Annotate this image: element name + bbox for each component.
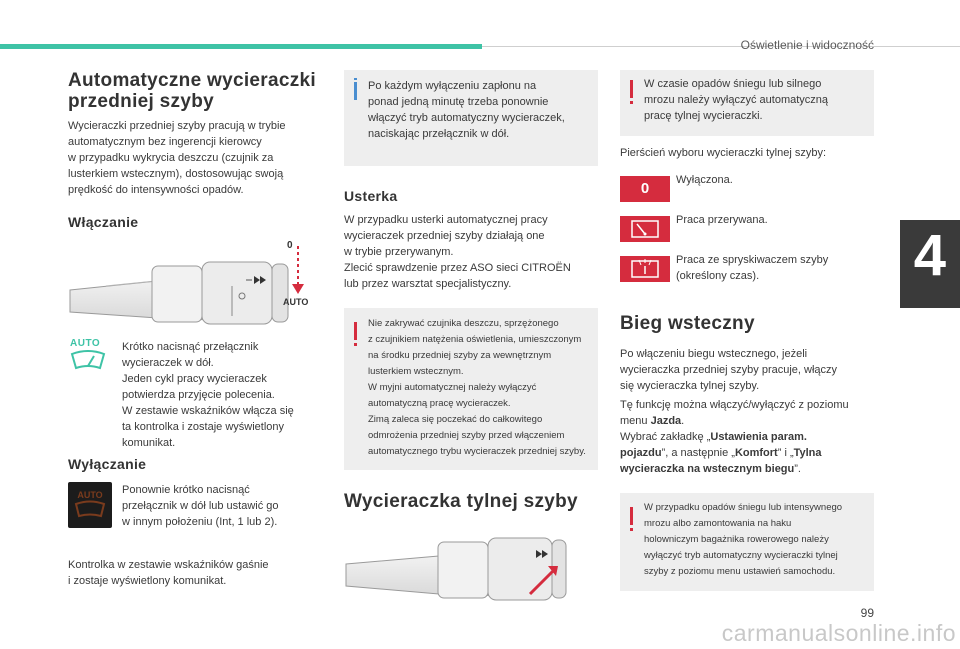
reverse-gear-text: Po włączeniu biegu wstecznego, jeżeli wycieraczka przedniej szyby pracuje, włączy się wycieraczka tylnej szyby. <box>620 348 838 392</box>
header-rule <box>482 46 960 47</box>
rear-wiper-heading: Wycieraczka tylnej szyby <box>344 491 578 512</box>
off-instructions: Ponownie krótko nacisnąć przełącznik w dół lub ustawić go w innym położeniu (Int, 1 lub 2). <box>122 484 279 528</box>
watermark-text: carmanualsonline.info <box>721 620 956 646</box>
rear-wiper-washer-icon <box>620 256 670 282</box>
off-footer-text: Kontrolka w zestawie wskaźników gaśnie i zostaje wyświetlony komunikat. <box>68 559 269 587</box>
svg-text:AUTO: AUTO <box>77 490 103 500</box>
chapter-number: 4 <box>913 223 946 288</box>
reverse-gear-settings-text: Tę funkcję można włączyć/wyłączyć z poziomu menu Jazda. Wybrać zakładkę „Ustawienia param. pojazdu”, a następnie „Komfort” i „Tylna wycieraczka na wstecznym biegu”. <box>620 399 849 475</box>
snow-warning-note-2: W przypadku opadów śniegu lub intensywnego mrozu albo zamontowania na haku holowniczym bagażnika rowerowego należy wyłączyć tryb automatyczny wycieraczki tylnej szyby z poziomu menu ustawień samochodu. <box>620 493 874 591</box>
page-number: 99 <box>860 606 874 620</box>
rear-wiper-intermittent-icon <box>620 216 670 242</box>
snow-warning-note: W czasie opadów śniegu lub silnego mrozu należy wyłączyć automatyczną pracę tylnej wycieraczki. <box>620 70 874 136</box>
mode-off-tile <box>620 176 670 202</box>
on-heading: Włączanie <box>68 214 139 230</box>
auto-wiper-indicator-icon <box>70 350 106 372</box>
section-title: Oświetlenie i widoczność <box>740 38 874 52</box>
on-instructions: Krótko nacisnąć przełącznik wycieraczek w dół. Jeden cykl pracy wycieraczek potwierdza przyjęcie polecenia. W zestawie wskaźników włącza się ta kontrolka i zostaje wyświetlony komunikat. <box>122 341 294 449</box>
mode-intermittent-label: Praca przerywana. <box>676 214 768 226</box>
auto-off-icon <box>68 482 112 528</box>
rear-wiper-stalk-illustration <box>342 524 602 604</box>
page-title: Automatyczne wycieraczki przedniej szyby <box>68 70 316 112</box>
intro-paragraph: Wycieraczki przedniej szyby pracują w trybie automatycznym bez ingerencji kierowcy w przypadku wykrycia deszczu (czujnik za lusterkiem wstecznym), dostosowując swoją prędkość do intensywności opadów. <box>68 120 286 196</box>
mode-off-icon: 0 <box>640 180 650 197</box>
warning-icon <box>630 80 633 98</box>
mode-intermittent-tile <box>620 216 670 242</box>
info-note: Po każdym wyłączeniu zapłonu na ponad jedną minutę trzeba ponownie włączyć tryb automatyczny wycieraczek, naciskając przełącznik w dół. <box>344 70 598 166</box>
mode-off-label: Wyłączona. <box>676 174 733 186</box>
auto-indicator-off-tile <box>68 482 112 528</box>
fault-heading: Usterka <box>344 188 398 204</box>
wiper-stalk-illustration <box>66 236 318 334</box>
ring-selector-label: Pierścień wyboru wycieraczki tylnej szyby: <box>620 147 827 159</box>
fault-text: W przypadku usterki automatycznej pracy wycieraczek przedniej szyby działają one w trybie przerywanym. Zlecić sprawdzenie przez ASO sieci CITROËN lub przez warsztat specjalistyczny. <box>344 214 571 290</box>
stalk-zero-mark: 0 <box>287 240 293 251</box>
warning-icon <box>354 322 357 340</box>
mode-washer-tile <box>620 256 670 282</box>
warning-icon <box>630 507 633 525</box>
auto-indicator-label: AUTO <box>70 338 101 349</box>
off-heading: Wyłączanie <box>68 456 147 472</box>
reverse-gear-heading: Bieg wsteczny <box>620 313 755 334</box>
header-accent-bar <box>0 44 482 49</box>
stalk-auto-mark: AUTO <box>283 297 309 307</box>
warning-note-sensor: Nie zakrywać czujnika deszczu, sprzężonego z czujnikiem natężenia oświetlenia, umieszczonym na środku przedniej szyby za wewnętrznym lusterkiem wstecznym. W myjni automatycznej należy wyłączyć automatyczną pracę wycieraczek. Zimą zaleca się poczekać do całkowitego odmrożenia przedniej szyby przed włączeniem automatycznego trybu wycieraczek przedniej szyby. <box>344 308 598 470</box>
mode-washer-label: Praca ze spryskiwaczem szyby (określony czas). <box>676 254 829 282</box>
info-icon <box>354 82 357 100</box>
